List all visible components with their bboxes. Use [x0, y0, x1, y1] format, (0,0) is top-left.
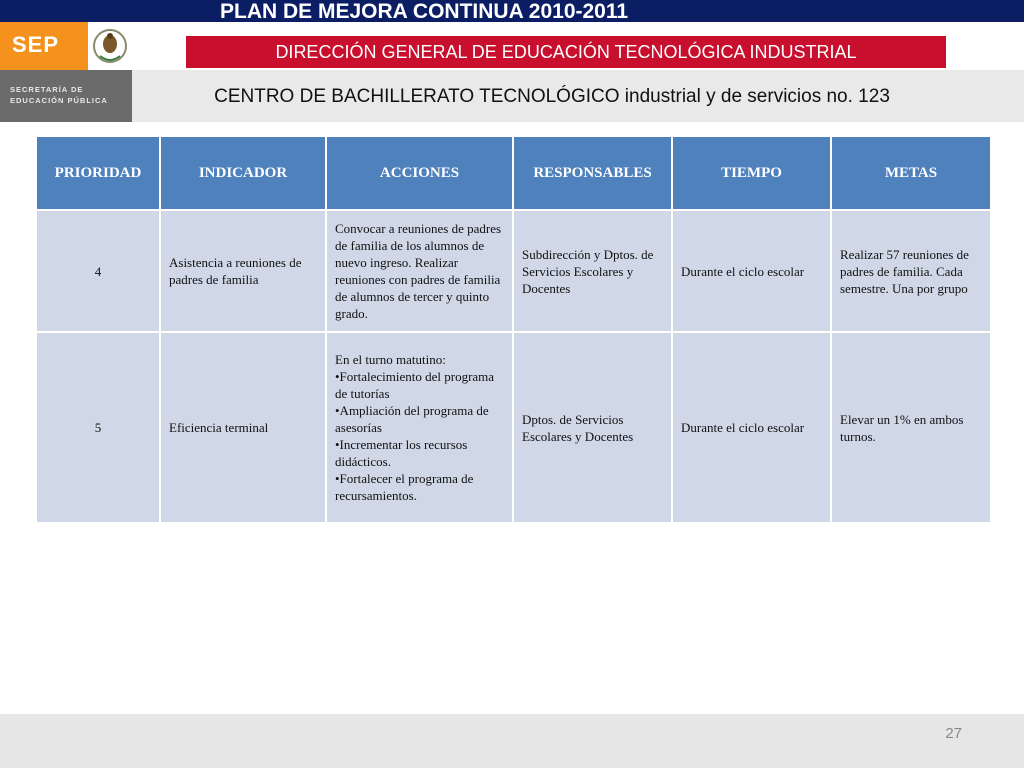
sep-subtitle [10, 84, 108, 106]
cell-responsables: Subdirección y Dptos. de Servicios Escolares y Docentes [513, 210, 672, 332]
improvement-plan-table [35, 135, 992, 524]
acciones-intro: En el turno matutino: [335, 352, 446, 367]
sep-subtitle-line2: EDUCACIÓN PÚBLICA [10, 96, 108, 105]
table-row [36, 332, 991, 523]
cell-prioridad: 4 [36, 210, 160, 332]
acciones-item: •Fortalecer el programa de recursamientos. [335, 471, 474, 503]
sep-subtitle-line1: SECRETARÍA DE [10, 85, 84, 94]
header-metas: METAS [831, 136, 991, 210]
cell-tiempo: Durante el ciclo escolar [672, 332, 831, 523]
title-bar [0, 0, 1024, 22]
page-number: 27 [945, 725, 962, 742]
directorate-banner: DIRECCIÓN GENERAL DE EDUCACIÓN TECNOLÓGICA INDUSTRIAL [186, 36, 946, 68]
cell-indicador: Asistencia a reuniones de padres de familia [160, 210, 326, 332]
page-title: PLAN DE MEJORA CONTINUA 2010-2011 [220, 0, 629, 23]
sep-logo [0, 22, 132, 122]
cell-metas: Elevar un 1% en ambos turnos. [831, 332, 991, 523]
acciones-item: •Fortalecimiento del programa de tutorías [335, 369, 495, 401]
sep-mark-text: SEP [12, 32, 60, 57]
table-header-row [36, 136, 991, 210]
header-responsables: RESPONSABLES [513, 136, 672, 210]
acciones-item: •Incrementar los recursos didácticos. [335, 437, 468, 469]
table-row [36, 210, 991, 332]
header-prioridad: PRIORIDAD [36, 136, 160, 210]
cell-indicador: Eficiencia terminal [160, 332, 326, 523]
cell-acciones [326, 332, 513, 523]
cell-prioridad: 5 [36, 332, 160, 523]
cell-responsables: Dptos. de Servicios Escolares y Docentes [513, 332, 672, 523]
cell-tiempo: Durante el ciclo escolar [672, 210, 831, 332]
header-indicador: INDICADOR [160, 136, 326, 210]
cell-metas: Realizar 57 reuniones de padres de familia. Cada semestre. Una por grupo [831, 210, 991, 332]
slide-footer [0, 714, 1024, 768]
header-tiempo: TIEMPO [672, 136, 831, 210]
sep-mark [0, 22, 88, 70]
cell-acciones: Convocar a reuniones de padres de familia de los alumnos de nuevo ingreso. Realizar reuniones con padres de familia de alumnos de tercer y quinto grado. [326, 210, 513, 332]
header-acciones: ACCIONES [326, 136, 513, 210]
mexican-coat-of-arms-icon [88, 22, 132, 70]
school-name: CENTRO DE BACHILLERATO TECNOLÓGICO industrial y de servicios no. 123 [214, 86, 890, 107]
acciones-item: •Ampliación del programa de asesorías [335, 403, 489, 435]
